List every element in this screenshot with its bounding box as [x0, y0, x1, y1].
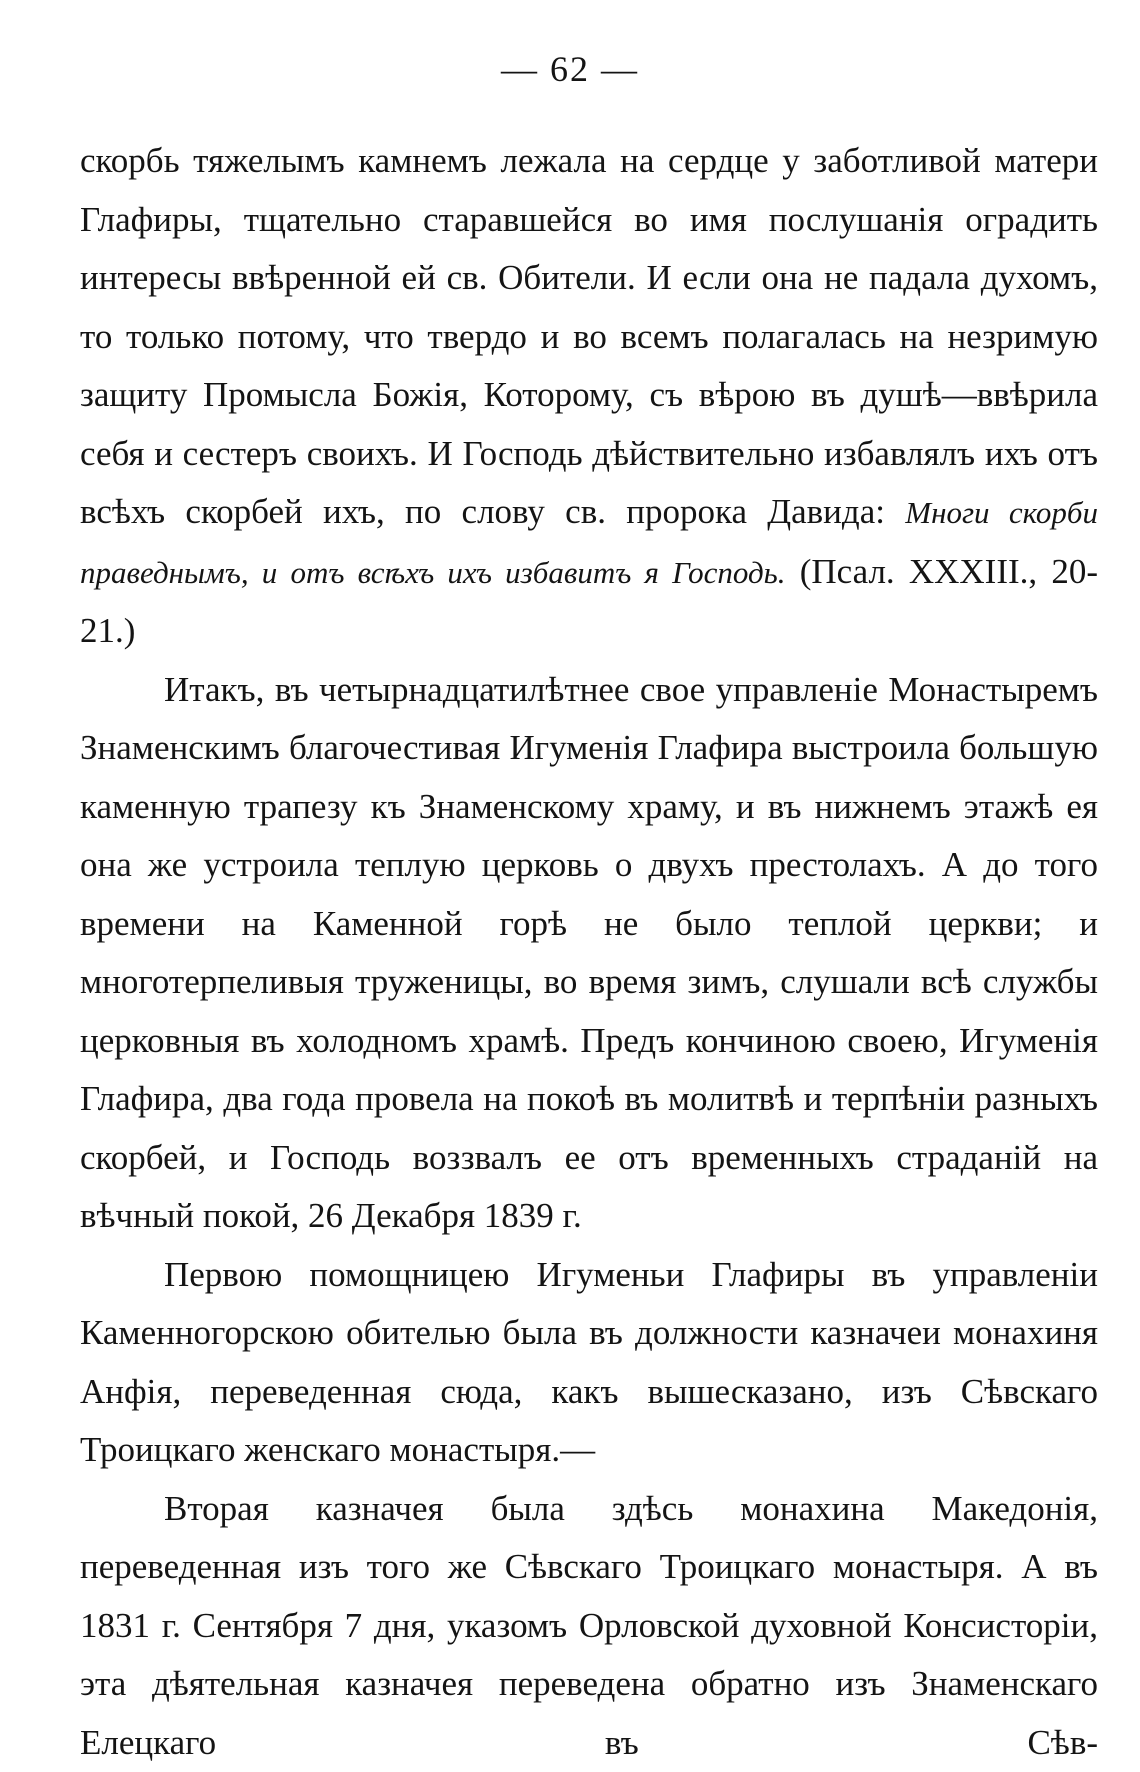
psalm-reference: (Псал. XXXIII., 20-21.) — [80, 551, 1098, 650]
page-number: — 62 — — [501, 49, 639, 89]
paragraph-1-text: скорбь тяжелымъ камнемъ лежала на сердце у заботливой матери Глафиры, тщательно старавшейся во имя послушанія оградить интересы ввѣренной ей св. Обители. И если она не падала духомъ, то только потому, что твердо и во всемъ полагалась на незримую защиту Промысла Божія, Которому, съ вѣрою въ душѣ—ввѣрила себя и сестеръ своихъ. И Господь дѣйствительно избавлялъ ихъ отъ всѣхъ скорбей ихъ, по слову св. пророка Давида: — [80, 141, 1098, 531]
page-body — [80, 132, 1098, 1772]
paragraph-2: Итакъ, въ четырнадцатилѣтнее свое управленіе Монастыремъ Знаменскимъ благочестивая Игуменія Глафира выстроила большую каменную трапезу къ Знаменскому храму, и въ нижнемъ этажѣ ея она же устроила теплую церковь о двухъ престолахъ. А до того времени на Каменной горѣ не было теплой церкви; и многотерпеливыя труженицы, во время зимъ, слушали всѣ службы церковныя въ холодномъ храмѣ. Предъ кончиною своею, Игуменія Глафира, два года провела на покоѣ въ молитвѣ и терпѣніи разныхъ скорбей, и Господь воззвалъ ее отъ временныхъ страданій на вѣчный покой, 26 Декабря 1839 г. — [80, 669, 1098, 1235]
paragraph-4: Вторая казначея была здѣсь монахина Македонія, переведенная изъ того же Сѣвскаго Троицкаго монастыря. А въ 1831 г. Сентября 7 дня, указомъ Орловской духовной Консисторіи, эта дѣятельная казначея переведена обратно изъ Знаменскаго Елецкаго въ Сѣв- — [80, 1488, 1098, 1762]
paragraph-3: Первою помощницею Игуменьи Глафиры въ управленіи Каменногорскою обителью была въ должности казначеи монахиня Анфія, переведенная сюда, какъ вышесказано, изъ Сѣвскаго Троицкаго женскаго монастыря.— — [80, 1254, 1098, 1469]
psalm-quote: Многи скорби праведнымъ, и отъ всѣхъ ихъ избавитъ я Господь. — [80, 495, 1099, 590]
paragraph-1 — [80, 132, 1098, 661]
